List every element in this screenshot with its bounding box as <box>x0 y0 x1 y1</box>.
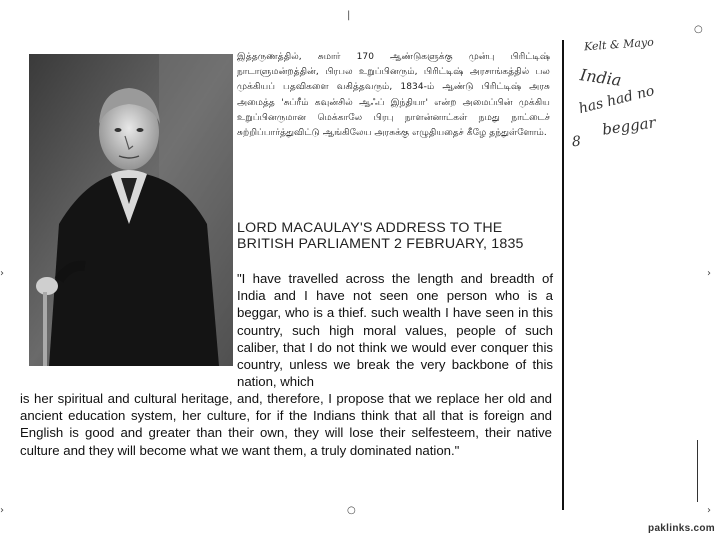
handwritten-note-2: India <box>578 65 623 90</box>
macaulay-quote-part1: "I have travelled across the length and breadth of India and I have not seen one person who is a beggar, who is a thief. such wealth I have seen in this country, such high moral values, people of such caliber, that I do not think we would ever conquer this country, unless we break the very backbone of this nation, which <box>237 271 553 390</box>
margin-rule-short <box>697 440 698 502</box>
scan-caret-mark-left: › <box>0 268 4 279</box>
handwritten-note-3: has had no <box>577 82 657 118</box>
portrait-photo <box>29 54 233 366</box>
scan-caret-mark-right: › <box>707 268 711 279</box>
source-watermark: paklinks.com <box>648 523 715 534</box>
scan-tick-top: | <box>347 10 351 21</box>
scan-caret-mark-br: › <box>707 505 711 516</box>
address-heading: LORD MACAULAY'S ADDRESS TO THE BRITISH PARLIAMENT 2 FEBRUARY, 1835 <box>237 220 524 252</box>
scan-caret-mark-bl: › <box>0 505 4 516</box>
scan-ring-mark-bottom: ○ <box>347 505 356 516</box>
portrait-illustration <box>29 54 233 366</box>
macaulay-quote-part2: is her spiritual and cultural heritage, and, therefore, I propose that we replace her old and ancient education system, her culture, for if the Indians think that all that is foreign and English is good and greater than their own, they will lose their selfesteem, their native culture and they will become what we want them, a truly dominated nation." <box>20 391 552 458</box>
tamil-intro-paragraph: இத்தருணத்தில், சுமார் 170 ஆண்டுகளுக்கு முன்பு பிரிட்டிஷ் நாடாளுமன்றத்தின், பிரபல உறுப்பினரும், பிரிட்டிஷ் அரசாங்கத்தில் பல முக்கியப் பதவிகளை வகித்தவரும், 1834-ம் ஆண்டு பிரிட்டிஷ் அரசு அமைத்த 'சுப்ரீம் கவுன்சில் ஆஃப் இந்தியா' என்ற அமைப்பின் முக்கிய உறுப்பினருமான மெக்காலே பிரபு நாளன்னாட்கள் நமது நாட்டைச் சுற்றிப்பார்த்துவிட்டு ஆங்கிலேய அரசுக்கு எழுதியதைச் கீழே தந்துள்ளோம். <box>237 52 550 139</box>
handwritten-note-4: beggar <box>601 113 657 139</box>
handwritten-note-1: Kelt & Mayo <box>583 35 655 54</box>
margin-rule <box>562 40 564 510</box>
handwritten-note-5: 8 <box>571 133 582 151</box>
scan-ring-mark-tr: ○ <box>694 24 703 35</box>
